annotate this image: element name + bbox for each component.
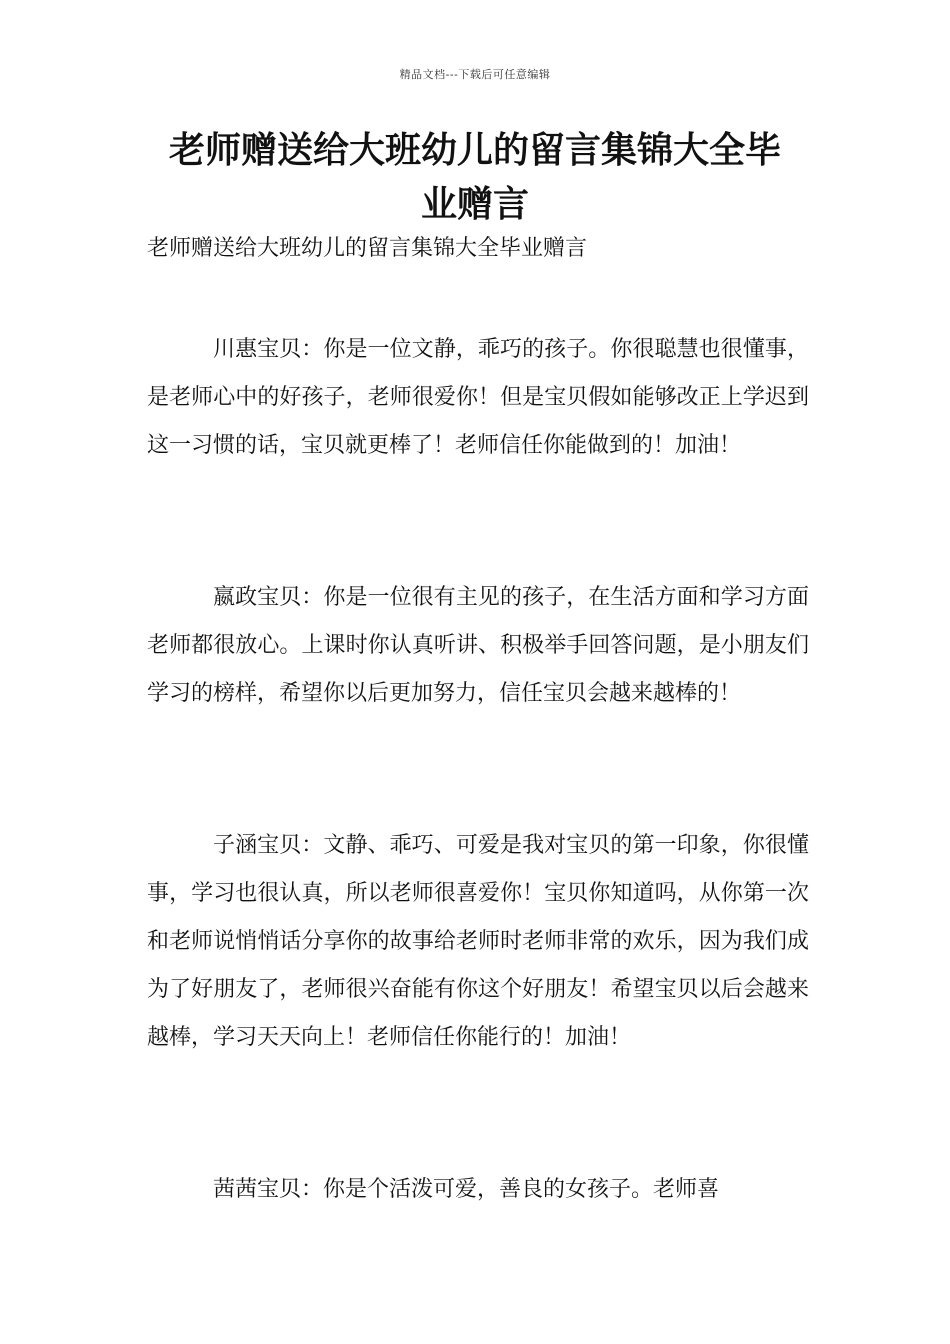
document-title bbox=[130, 124, 820, 232]
header-note: 精品文档---下载后可任意编辑 bbox=[399, 68, 551, 81]
document-subtitle: 老师赠送给大班幼儿的留言集锦大全毕业赠言 bbox=[147, 236, 588, 261]
paragraph-chuanhui: 川惠宝贝：你是一位文静，乖巧的孩子。你很聪慧也很懂事，是老师心中的好孩子，老师很爱你！但是宝贝假如能够改正上学迟到这一习惯的话，宝贝就更棒了！老师信任你能做到的！加油！ bbox=[147, 337, 809, 458]
paragraph-zihan: 子涵宝贝：文静、乖巧、可爱是我对宝贝的第一印象，你很懂事，学习也很认真，所以老师很喜爱你！宝贝你知道吗，从你第一次和老师说悄悄话分享你的故事给老师时老师非常的欢乐，因为我们成为了好朋友了，老师很兴奋能有你这个好朋友！希望宝贝以后会越来越棒，学习天天向上！老师信任你能行的！加油！ bbox=[147, 833, 809, 1050]
document-title-line-1: 老师赠送给大班幼儿的留言集锦大全毕 bbox=[168, 130, 781, 171]
paragraph-yingzheng: 嬴政宝贝：你是一位很有主见的孩子，在生活方面和学习方面老师都很放心。上课时你认真听讲、积极举手回答问题，是小朋友们学习的榜样，希望你以后更加努力，信任宝贝会越来越棒的！ bbox=[147, 585, 809, 706]
document-title-line-2: 业赠言 bbox=[420, 184, 529, 225]
paragraph-xixi: 茜茜宝贝：你是个活泼可爱，善良的女孩子。老师喜 bbox=[213, 1177, 720, 1202]
